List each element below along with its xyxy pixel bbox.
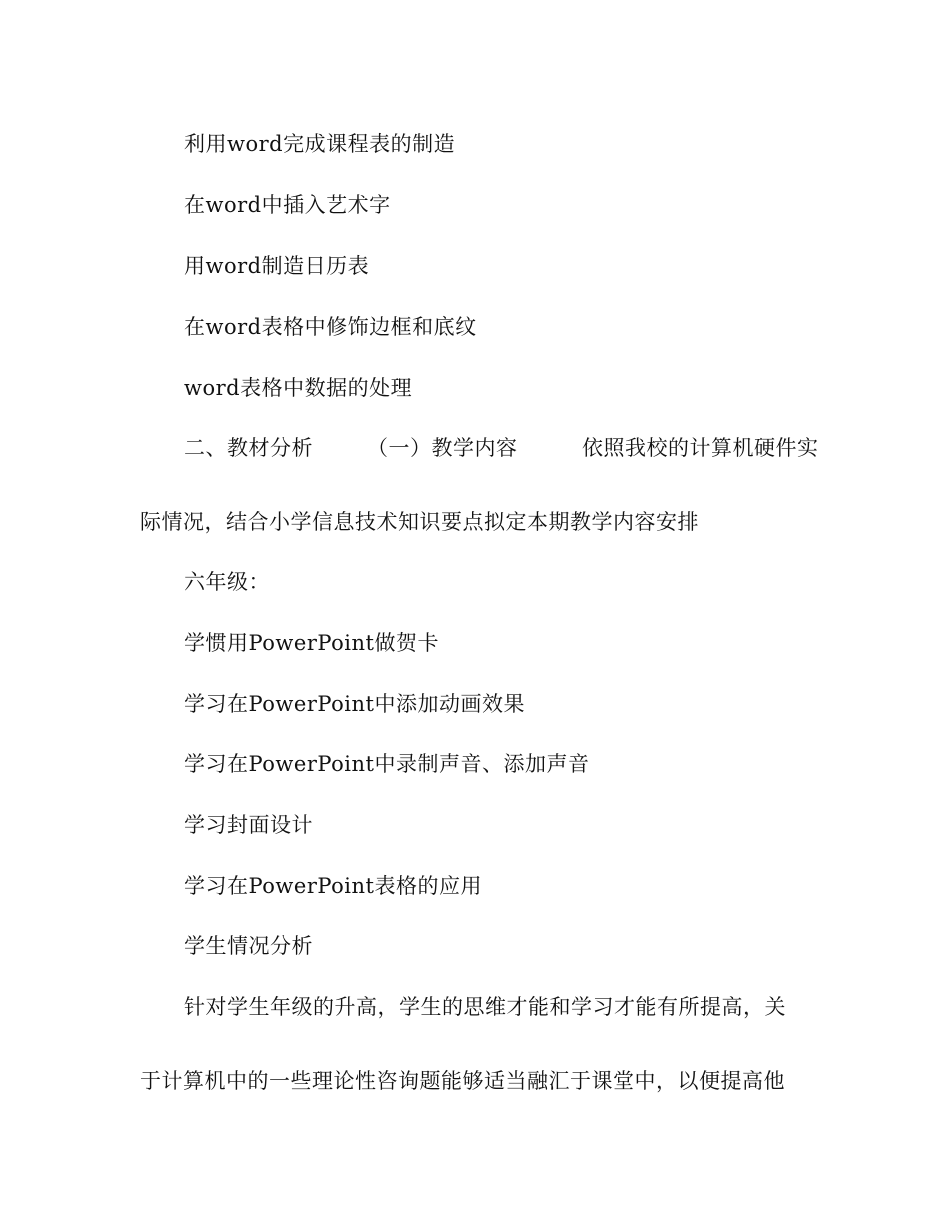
text-line-1: 利用word完成课程表的制造 <box>184 132 456 156</box>
text-line-11: 学习在PowerPoint中录制声音、添加声音 <box>184 752 590 776</box>
text-line-3: 用word制造日历表 <box>184 254 370 278</box>
text-line-13: 学习在PowerPoint表格的应用 <box>184 874 482 898</box>
text-line-12: 学习封面设计 <box>184 813 313 837</box>
paragraph-line-2: 于计算机中的一些理论性咨询题能够适当融汇于课堂中，以便提高他 <box>140 1069 785 1093</box>
paragraph-line-1: 针对学生年级的升高，学生的思维才能和学习才能有所提高，关 <box>184 995 786 1019</box>
text-line-9: 学惯用PowerPoint做贺卡 <box>184 631 439 655</box>
grade-heading: 六年级： <box>184 570 270 594</box>
section-heading-student-analysis: 学生情况分析 <box>184 934 313 958</box>
section-heading-textbook-analysis: 二、教材分析 （一）教学内容 依照我校的计算机硬件实 <box>184 436 819 460</box>
text-line-10: 学习在PowerPoint中添加动画效果 <box>184 692 525 716</box>
text-line-4: 在word表格中修饰边框和底纹 <box>184 315 477 339</box>
text-line-5: word表格中数据的处理 <box>184 376 413 400</box>
text-line-2: 在word中插入艺术字 <box>184 193 391 217</box>
text-line-continuation-1: 际情况，结合小学信息技术知识要点拟定本期教学内容安排 <box>140 510 699 534</box>
